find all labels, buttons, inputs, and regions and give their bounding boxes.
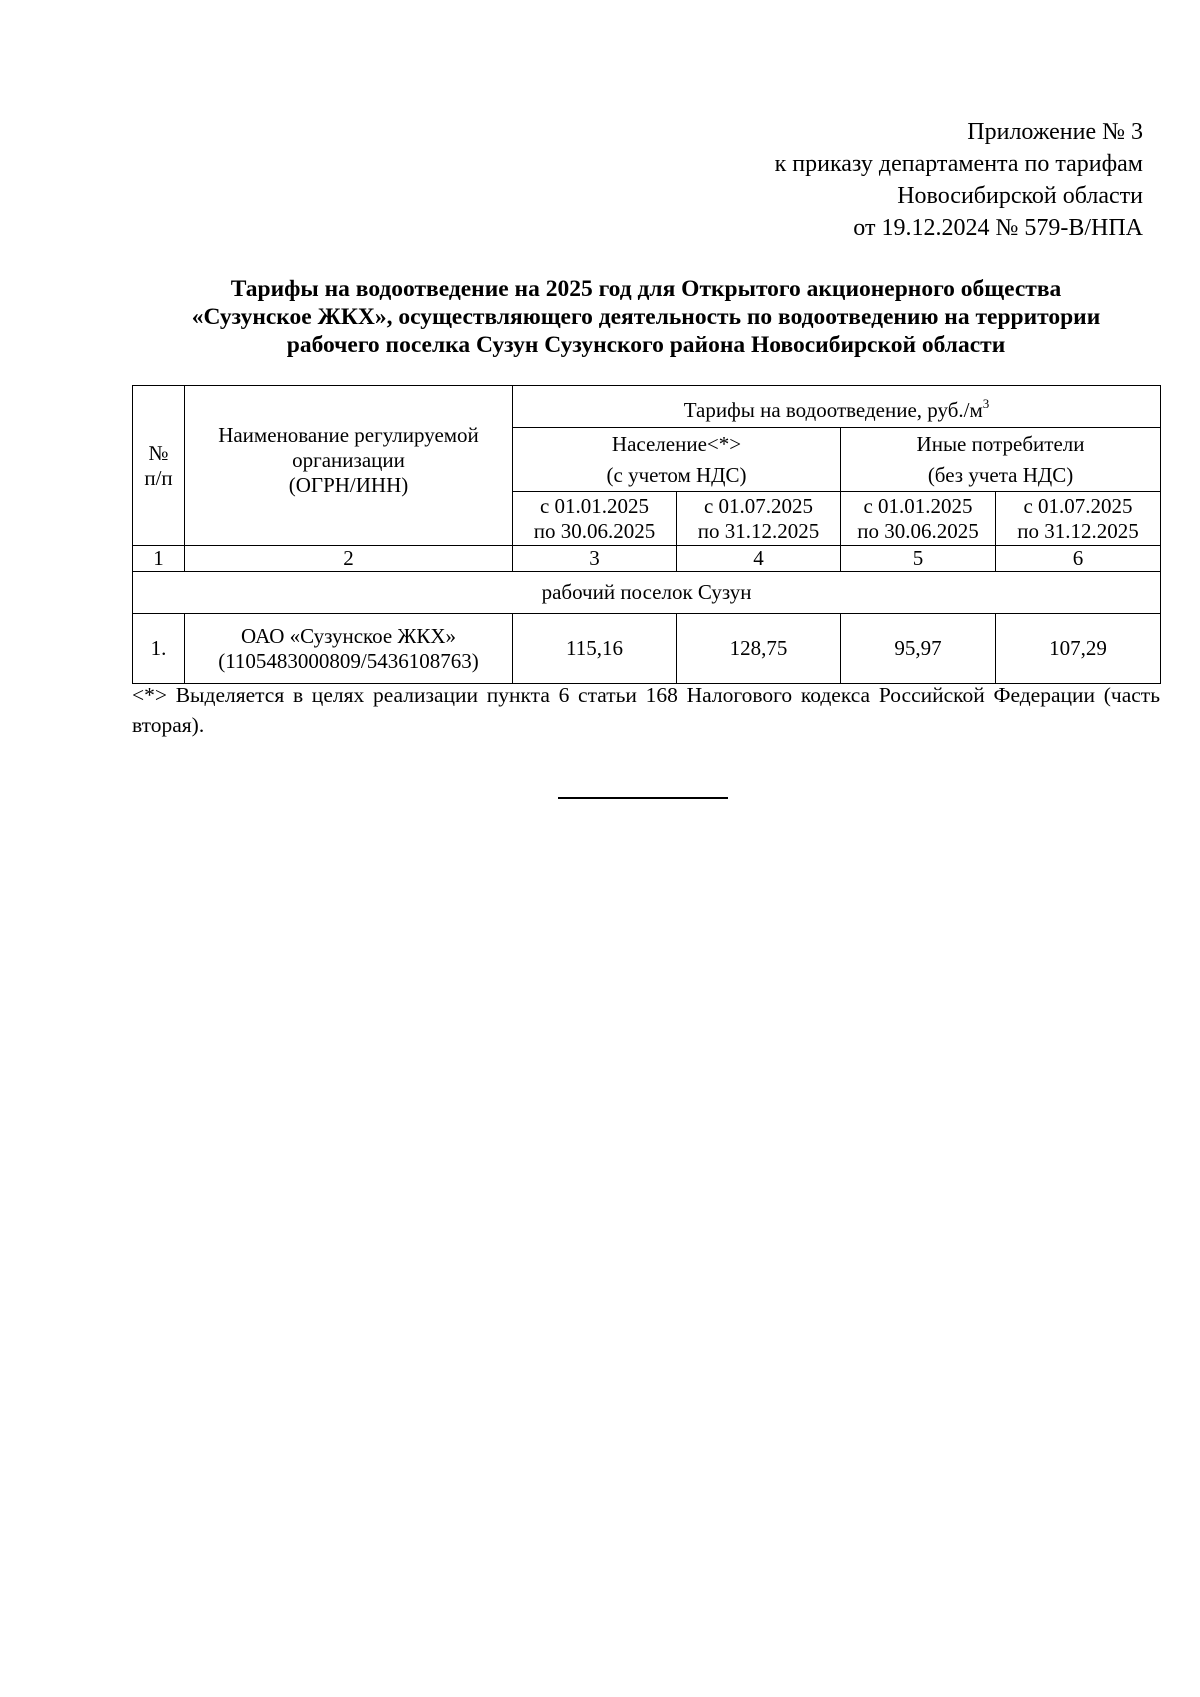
header-population [513, 428, 841, 492]
header-tariffs-unit-sup: 3 [982, 395, 990, 411]
annex-region: Новосибирской области [897, 183, 1143, 209]
period-to: по 30.06.2025 [533, 518, 656, 543]
column-number: 3 [513, 546, 677, 572]
column-number: 2 [185, 546, 513, 572]
document-title [132, 275, 1160, 359]
org-name: ОАО «Сузунское ЖКХ» [240, 623, 456, 648]
header-other-line: Иные потребители [916, 431, 1085, 456]
header-org-line: (ОГРН/ИНН) [288, 473, 409, 497]
period-from: с 01.01.2025 [539, 493, 650, 518]
annex-order-date: от 19.12.2024 № 579-В/НПА [853, 215, 1143, 241]
header-population-line: (с учетом НДС) [606, 462, 747, 487]
tariff-value: 107,29 [996, 614, 1161, 684]
title-line: Тарифы на водоотведение на 2025 год для Открытого акционерного общества [230, 276, 1062, 302]
section-label: рабочий поселок Сузун [133, 572, 1161, 614]
header-num-line: № [148, 440, 169, 465]
period-from: с 01.01.2025 [863, 493, 973, 518]
annex-order-ref: к приказу департамента по тарифам [774, 151, 1143, 177]
period-to: по 30.06.2025 [857, 518, 979, 543]
column-number: 1 [133, 546, 185, 572]
title-line: «Сузунское ЖКХ», осуществляющего деятельность по водоотведению на территории [191, 304, 1101, 330]
header-tariffs [513, 386, 1161, 428]
footnote: <*> Выделяется в целях реализации пункта 6 статьи 168 Налогового кодекса Российской Федерации (часть вторая). [132, 683, 1160, 737]
row-organization [185, 614, 513, 684]
header-num-line: п/п [144, 465, 173, 490]
header-org-line: организации [292, 448, 405, 472]
header-population-line: Население<*> [611, 431, 742, 456]
column-number: 4 [677, 546, 841, 572]
table-row [133, 614, 1161, 684]
tariffs-table [132, 385, 1161, 684]
header-other [841, 428, 1161, 492]
section-row [133, 572, 1161, 614]
header-org-line: Наименование регулируемой [218, 423, 479, 447]
column-number: 5 [841, 546, 996, 572]
title-line: рабочего поселка Сузун Сузунского района Новосибирской области [286, 332, 1006, 358]
header-tariffs-label: Тарифы на водоотведение, руб./м [683, 397, 983, 422]
header-period [996, 492, 1161, 546]
tariff-value: 115,16 [513, 614, 677, 684]
header-period [677, 492, 841, 546]
column-number: 6 [996, 546, 1161, 572]
annex-header [775, 116, 1143, 244]
header-period [841, 492, 996, 546]
tariff-value: 95,97 [841, 614, 996, 684]
header-other-line: (без учета НДС) [927, 462, 1074, 487]
header-num [133, 386, 185, 546]
tariff-value: 128,75 [677, 614, 841, 684]
header-row [133, 386, 1161, 428]
period-to: по 31.12.2025 [697, 518, 820, 543]
period-from: с 01.07.2025 [703, 493, 814, 518]
annex-number: Приложение № 3 [967, 119, 1143, 145]
period-to: по 31.12.2025 [1017, 518, 1139, 543]
period-from: с 01.07.2025 [1023, 493, 1133, 518]
org-ids: (1105483000809/5436108763) [218, 648, 479, 673]
closing-rule [558, 797, 728, 799]
header-org [185, 386, 513, 546]
column-numbers-row [133, 546, 1161, 572]
row-number: 1. [133, 614, 185, 684]
header-period [513, 492, 677, 546]
